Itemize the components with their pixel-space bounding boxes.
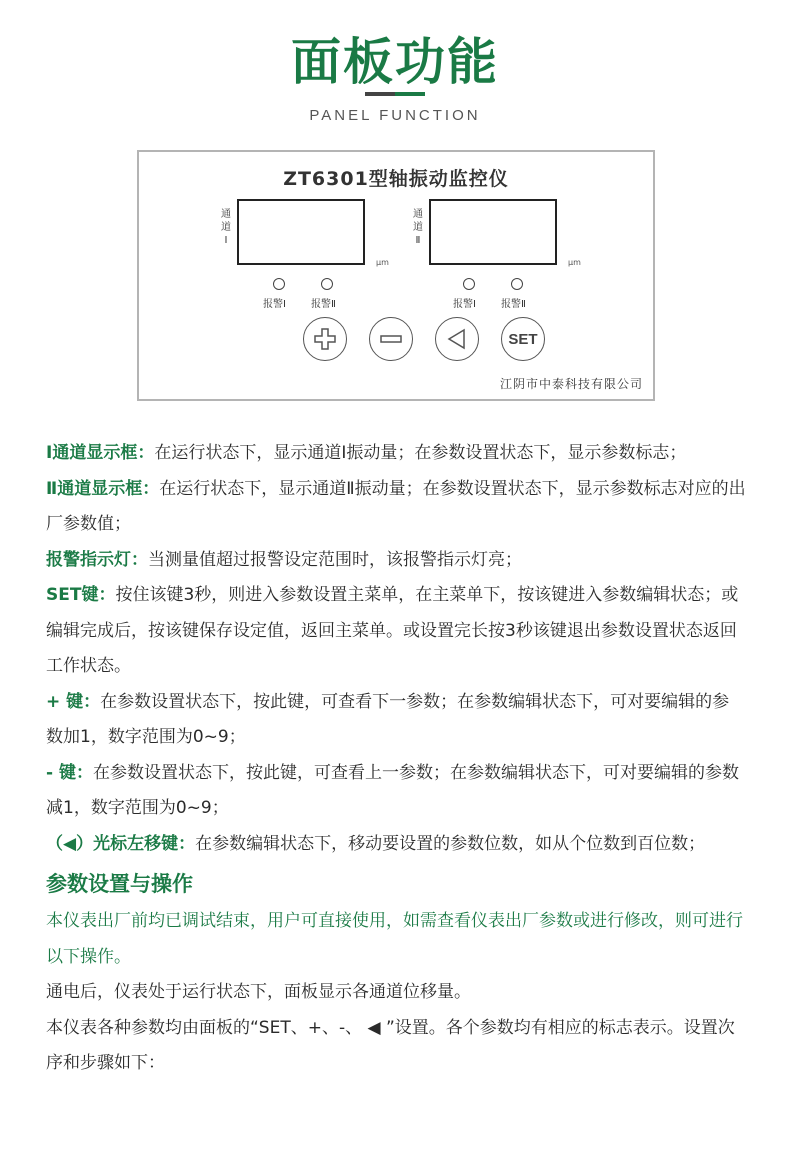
alarm2-led	[511, 278, 523, 290]
set-button[interactable]: SET	[501, 317, 545, 361]
plus-icon	[312, 326, 338, 352]
title-underline	[365, 92, 425, 96]
ch1-alarm1-label: 报警Ⅰ	[263, 299, 286, 310]
section-note: 本仪表出厂前均已调试结束，用户可直接使用，如需查看仪表出厂参数或进行修改，则可进行以下操作。	[46, 911, 743, 967]
func-item: （◀）光标左移键：在参数编辑状态下，移动要设置的参数位数，如从个位数到百位数；	[46, 833, 706, 854]
cursor-left-button[interactable]	[435, 317, 479, 361]
func-item: - 键：在参数设置状态下，按此键，可查看上一参数；在参数编辑状态下，可对要编辑的参数减1，数字范围为0~9；	[46, 762, 739, 818]
section-paragraph: 通电后，仪表处于运行状态下，面板显示各通道位移量。	[46, 982, 471, 1002]
func-item: SET键：按住该键3秒，则进入参数设置主菜单，在主菜单下，按该键进入参数编辑状态；或编辑完成后，按该键保存设定值，返回主菜单。或设置完长按3秒该键退出参数设置状态返回工作状态。	[46, 585, 739, 676]
minus-icon	[378, 326, 404, 352]
minus-button[interactable]	[369, 317, 413, 361]
func-item: + 键：在参数设置状态下，按此键，可查看下一参数；在参数编辑状态下，可对要编辑的参数加1，数字范围为0~9；	[46, 691, 730, 747]
section-heading: 参数设置与操作	[46, 872, 193, 896]
channel1-unit: μm	[376, 258, 389, 267]
ch2-alarm2-label: 报警Ⅱ	[501, 299, 526, 310]
func-item: Ⅰ通道显示框：在运行状态下，显示通道Ⅰ振动量；在参数设置状态下，显示参数标志；	[46, 443, 687, 463]
func-item: 报警指示灯：当测量值超过报警设定范围时，该报警指示灯亮；	[46, 549, 522, 570]
page-title: 面板功能	[291, 33, 499, 91]
alarm2-led	[321, 278, 333, 290]
triangle-left-icon	[444, 326, 470, 352]
plus-button[interactable]	[303, 317, 347, 361]
ch1-alarm2-label: 报警Ⅱ	[311, 299, 336, 310]
channel1-label: 通 道 Ⅰ	[221, 209, 231, 246]
instrument-panel	[137, 150, 655, 401]
company-name: 江阴市中泰科技有限公司	[499, 377, 643, 391]
channel2-unit: μm	[568, 258, 581, 267]
function-description	[46, 436, 746, 1082]
func-item: Ⅱ通道显示框：在运行状态下，显示通道Ⅱ振动量；在参数设置状态下，显示参数标志对应的出厂参数值；	[46, 478, 746, 534]
panel-title: ZT6301型轴振动监控仪	[283, 168, 509, 190]
page-subtitle: PANEL FUNCTION	[309, 107, 481, 124]
alarm1-led	[273, 278, 285, 290]
alarm1-led	[463, 278, 475, 290]
channel1-display	[237, 199, 365, 265]
ch2-alarm1-label: 报警Ⅰ	[453, 299, 476, 310]
channel2-label: 通 道 Ⅱ	[413, 209, 423, 246]
section-paragraph: 本仪表各种参数均由面板的“SET、+、-、 ◀ ”设置。各个参数均有相应的标志表示。设置次序和步骤如下：	[46, 1017, 735, 1073]
channel2-display	[429, 199, 557, 265]
